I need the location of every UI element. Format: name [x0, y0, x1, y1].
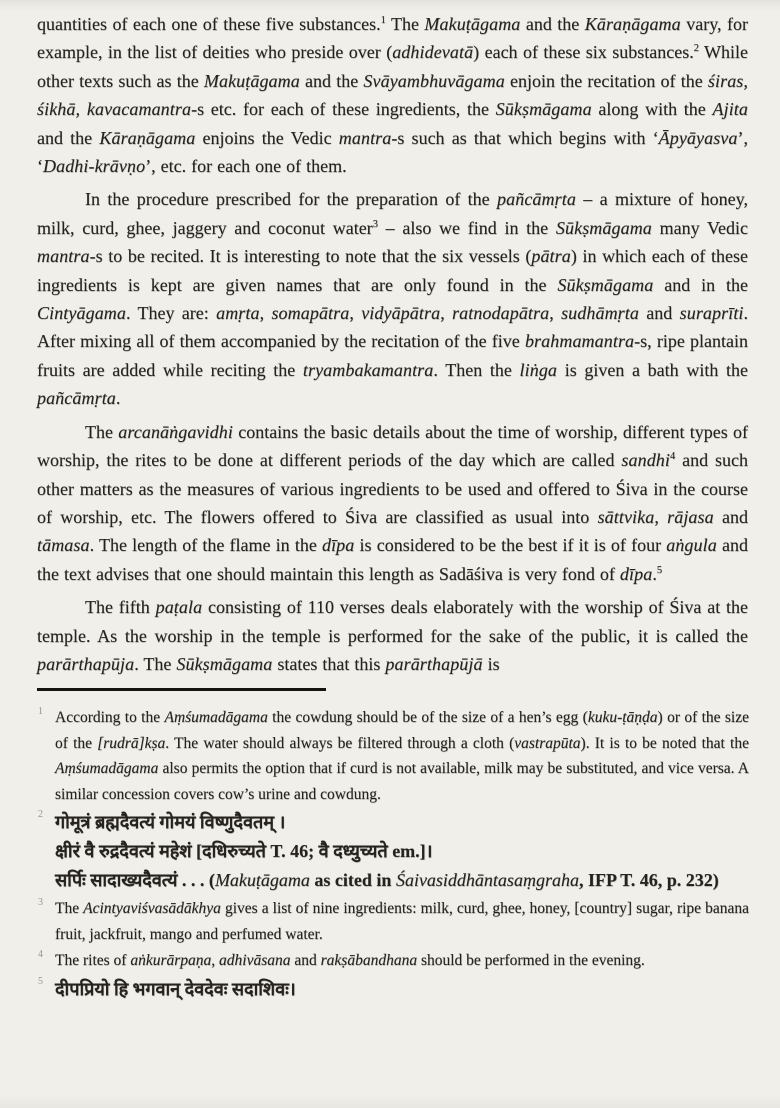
footnote-marker: 5	[38, 975, 43, 987]
footnote	[38, 975, 749, 1004]
footnote-marker: 2	[38, 809, 43, 821]
footnote	[38, 948, 749, 974]
footnote-text	[55, 948, 749, 974]
footnote	[38, 705, 749, 807]
main-text	[37, 10, 748, 678]
footnote-line: The rites of aṅkurārpaṇa, adhivāsana and rakṣābandhana should be performed in the evening.	[55, 952, 645, 970]
footnote-separator	[37, 688, 326, 691]
footnote-line: सर्पिः सादाख्यदैवत्यं . . . (Makuṭāgama as cited in Śaivasiddhāntasaṃgraha, IFP T. 46, p. 232)	[55, 870, 719, 891]
footnote-line: क्षीरं वै रुद्रदैवत्यं महेशं [दधिरुच्यते T. 46; वै दध्युच्यते em.]।	[55, 841, 433, 862]
footnote-text	[55, 896, 749, 947]
paragraph: quantities of each one of these five substances.$^1$ The Makuṭāgama and the Kāraṇāgama vary, for example, in the list of deities who preside over (adhidevatā) each of these six substances.$^2$ While other texts such as the Makuṭāgama and the Svāyambhuvāgama enjoin the recitation of the śiras, śikhā, kavacamantra-s etc. for each of these ingredients, the Sūkṣmāgama along with the Ajita and the Kāraṇāgama enjoins the Vedic mantra-s such as that which begins with ‘Āpyāyasva’, ‘Dadhi-krāvṇo’, etc. for each one of them.	[37, 14, 749, 177]
footnote-marker: 4	[38, 949, 43, 961]
footnote-marker: 3	[38, 897, 43, 909]
footnote	[38, 808, 749, 895]
footnote-line: दीपप्रियो हि भगवान् देवदेवः सदाशिवः।	[55, 978, 296, 999]
footnote-line: गोमूत्रं ब्रह्मदैवत्यं गोमयं विष्णुदैवतम् ।	[55, 812, 286, 833]
paragraph: The arcanāṅgavidhi contains the basic details about the time of worship, different types of worship, the rites to be done at different periods of the day which are called sandhi$^4$ and such other matters as the measures of various ingredients to be used and offered to Śiva in the course of worship, etc. The flowers offered to Śiva are classified as usual into sāttvika, rājasa and tāmasa. The length of the flame in the dīpa is considered to be the best if it is of four aṅgula and the text advises that one should maintain this length as Sadāśiva is very fond of dīpa.$^5$	[37, 421, 749, 584]
footnote-line: According to the Aṃśumadāgama the cowdung should be of the size of a hen’s egg (kuku-ṭāṇḍa) or of the size of the [rudrā]kṣa. The water should always be filtered through a cloth (vastrapūta). It is to be noted that the Aṃśumadāgama also permits the option that if curd is not available, milk may be substituted, and vice versa. A similar concession covers cow’s urine and cowdung.	[55, 709, 749, 803]
footnote	[38, 896, 749, 947]
footnote-text	[55, 975, 749, 1004]
paragraph: In the procedure prescribed for the preparation of the pañcāmṛta – a mixture of honey, milk, curd, ghee, jaggery and coconut water$^3$ – also we find in the Sūkṣmāgama many Vedic mantra-s to be recited. It is interesting to note that the six vessels (pātra) in which each of these ingredients is kept are given names that are only found in the Sūkṣmāgama and in the Cintyāgama. They are: amṛta, somapātra, vidyāpātra, ratnodapātra, sudhāmṛta and suraprīti. After mixing all of them accompanied by the recitation of the five brahmamantra-s, ripe plantain fruits are added while reciting the tryambakamantra. Then the liṅga is given a bath with the pañcāmṛta.	[37, 189, 749, 409]
footnote-line: The Acintyaviśvasādākhya gives a list of nine ingredients: milk, curd, ghee, honey, [country] sugar, ripe banana fruit, jackfruit, mango and perfumed water.	[55, 900, 749, 943]
footnote-marker: 1	[38, 706, 43, 718]
footnote-text	[55, 705, 749, 807]
paragraph: The fifth paṭala consisting of 110 verses deals elaborately with the worship of Śiva at the temple. As the worship in the temple is performed for the sake of the public, it is called the parārthapūja. The Sūkṣmāgama states that this parārthapūjā is	[37, 597, 748, 674]
footnote-text	[55, 808, 749, 895]
footnotes-section	[37, 705, 748, 1004]
